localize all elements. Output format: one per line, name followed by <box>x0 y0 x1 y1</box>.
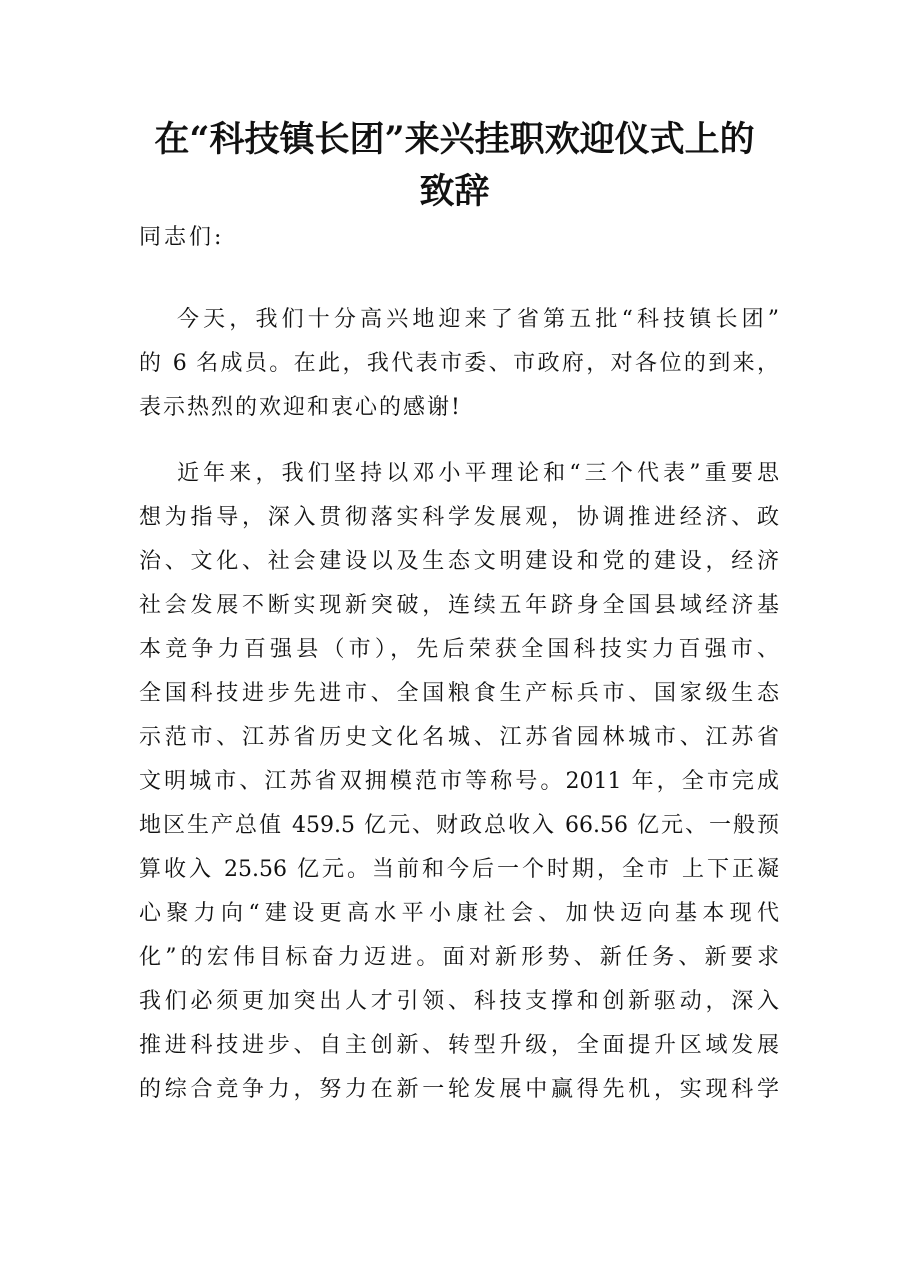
paragraph-achievements <box>139 452 779 1112</box>
paragraph-line: 本竞争力百强县（市），先后荣获全国科技实力百强市、 <box>139 637 779 662</box>
paragraph-line: 心聚力向“建设更高水平小康社会、加快迈向基本现代 <box>139 901 779 926</box>
paragraph-line: 的 6 名成员。在此，我代表市委、市政府，对各位的到来， <box>139 351 779 376</box>
paragraph-line: 推进科技进步、自主创新、转型升级，全面提升区域发展 <box>139 1033 779 1058</box>
paragraph-line: 治、文化、社会建设以及生态文明建设和党的建设，经济 <box>139 549 779 574</box>
paragraph-line: 社会发展不断实现新突破，连续五年跻身全国县域经济基 <box>139 593 779 618</box>
paragraph-line: 近年来，我们坚持以邓小平理论和“三个代表”重要思 <box>177 461 779 486</box>
title-line: 致辞 <box>419 171 490 212</box>
paragraph-line: 的综合竞争力，努力在新一轮发展中赢得先机，实现科学 <box>139 1077 779 1102</box>
paragraph-welcome <box>139 298 779 430</box>
paragraph-line: 算收入 25.56 亿元。当前和今后一个时期，全市 上下正凝 <box>139 857 779 882</box>
title-line: 在“科技镇长团”来兴挂职欢迎仪式上的 <box>154 119 755 160</box>
salutation: 同志们: <box>139 225 225 250</box>
paragraph-line: 化”的宏伟目标奋力迈进。面对新形势、新任务、新要求 <box>139 945 779 970</box>
document-title <box>120 114 789 218</box>
paragraph-line: 全国科技进步先进市、全国粮食生产标兵市、国家级生态 <box>139 681 779 706</box>
paragraph-line: 我们必须更加突出人才引领、科技支撑和创新驱动，深入 <box>139 989 779 1014</box>
paragraph-line: 示范市、江苏省历史文化名城、江苏省园林城市、江苏省 <box>139 725 779 750</box>
paragraph-line: 今天，我们十分高兴地迎来了省第五批“科技镇长团” <box>177 307 779 332</box>
paragraph-line: 想为指导，深入贯彻落实科学发展观，协调推进经济、政 <box>139 505 779 530</box>
paragraph-line: 地区生产总值 459.5 亿元、财政总收入 66.56 亿元、一般预 <box>139 813 779 838</box>
paragraph-line: 文明城市、江苏省双拥模范市等称号。2011 年，全市完成 <box>139 769 779 794</box>
paragraph-line: 表示热烈的欢迎和衷心的感谢! <box>139 395 462 420</box>
